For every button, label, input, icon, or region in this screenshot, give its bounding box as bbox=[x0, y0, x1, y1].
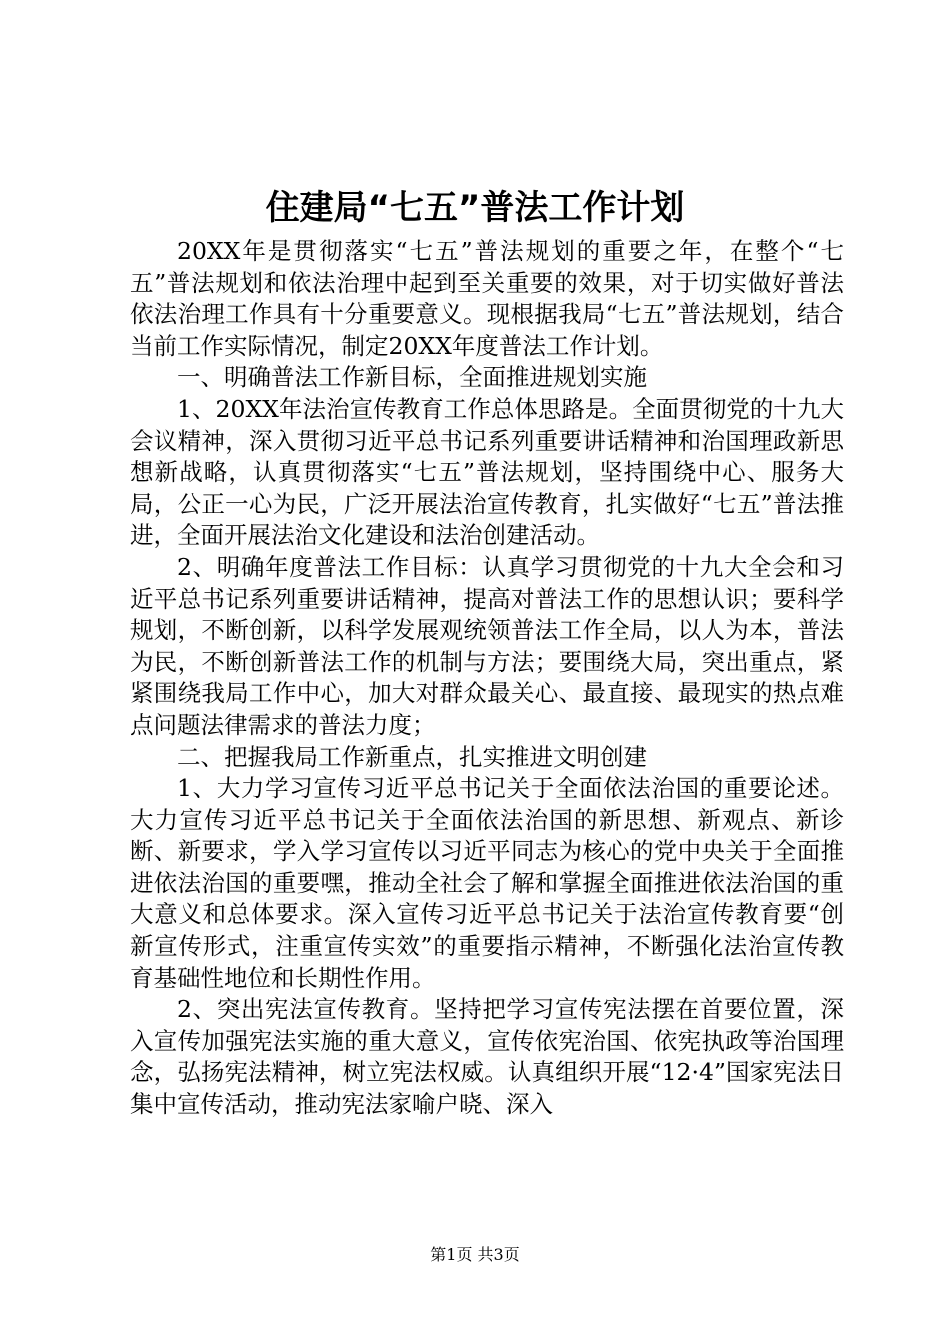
paragraph-1-1: 1、20XX年法治宣传教育工作总体思路是。全面贯彻党的十九大会议精神，深入贯彻习近平总书记系列重要讲话精神和治国理政新思想新战略，认真贯彻落实“七五”普法规划，坚持围绕中心、服务大局，公正一心为民，广泛开展法治宣传教育，扎实做好“七五”普法推进，全面开展法治文化建设和法治创建活动。 bbox=[130, 394, 844, 550]
paragraph-2-2: 2、突出宪法宣传教育。坚持把学习宣传宪法摆在首要位置，深入宣传加强宪法实施的重大意义，宣传依宪治国、依宪执政等治国理念，弘扬宪法精神，树立宪法权威。认真组织开展“12·4”国家宪法日集中宣传活动，推动宪法家喻户晓、深入 bbox=[130, 995, 844, 1119]
section-heading-2: 二、把握我局工作新重点，扎实推进文明创建 bbox=[177, 742, 647, 771]
document-body bbox=[130, 236, 844, 1121]
page-footer: 第1页 共3页 bbox=[430, 1245, 520, 1264]
section-heading-1: 一、明确普法工作新目标，全面推进规划实施 bbox=[177, 363, 647, 392]
paragraph-2-1: 1、大力学习宣传习近平总书记关于全面依法治国的重要论述。大力宣传习近平总书记关于全面依法治国的新思想、新观点、新诊断、新要求，学入学习宣传以习近平同志为核心的党中央关于全面推进依法治国的重要嘿，推动全社会了解和掌握全面推进依法治国的重大意义和总体要求。深入宣传习近平总书记关于法治宣传教育要“创新宣传形式，注重宣传实效”的重要指示精神，不断强化法治宣传教育基础性地位和长期性作用。 bbox=[130, 774, 844, 992]
paragraph-intro: 20XX年是贯彻落实“七五”普法规划的重要之年，在整个“七五”普法规划和依法治理中起到至关重要的效果，对于切实做好普法依法治理工作具有十分重要意义。现根据我局“七五”普法规划，结合当前工作实际情况，制定20XX年度普法工作计划。 bbox=[130, 237, 844, 360]
document-title: 住建局“七五”普法工作计划 bbox=[265, 188, 685, 228]
paragraph-1-2: 2、明确年度普法工作目标：认真学习贯彻党的十九大全会和习近平总书记系列重要讲话精神，提高对普法工作的思想认识；要科学规划，不断创新，以科学发展观统领普法工作全局，以人为本，普法为民，不断创新普法工作的机制与方法；要围绕大局，突出重点，紧紧围绕我局工作中心，加大对群众最关心、最直接、最现实的热点难点问题法律需求的普法力度； bbox=[130, 552, 844, 739]
